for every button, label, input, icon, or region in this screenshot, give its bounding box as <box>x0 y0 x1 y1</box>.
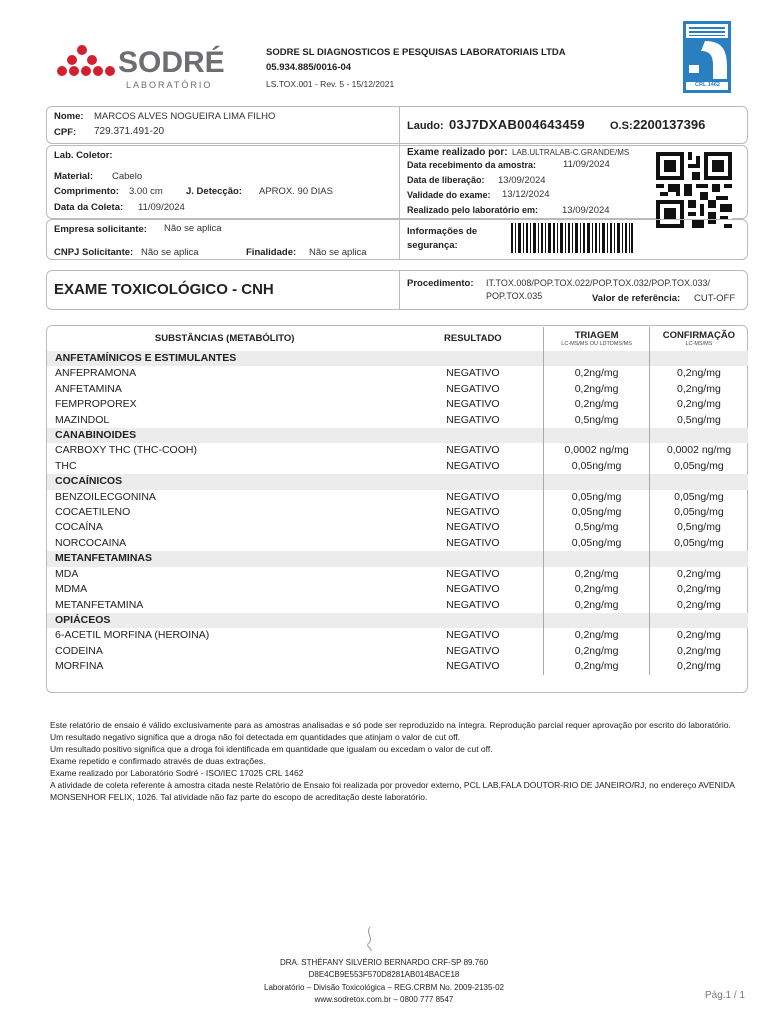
result-cell: NEGATIVO <box>446 367 500 380</box>
detection-window-label: J. Detecção: <box>186 186 242 197</box>
table-row <box>47 413 748 428</box>
confirmation-cell: 0,2ng/mg <box>649 659 748 674</box>
table-row <box>47 598 748 613</box>
table-row <box>47 520 748 535</box>
performed-value: 13/09/2024 <box>562 205 610 216</box>
note-line: Um resultado negativo significa que a droga não foi detectada em quantidades que atinjam o valor de cut off. <box>50 732 460 742</box>
table-header <box>47 327 748 351</box>
group-name: METANFETAMINAS <box>47 551 402 566</box>
screening-cell: 0,05ng/mg <box>544 505 650 520</box>
exam-done-by-value: LAB.ULTRALAB-C.GRANDE/MS <box>512 148 630 157</box>
received-value: 11/09/2024 <box>563 159 610 170</box>
name-label: Nome: <box>54 111 84 122</box>
confirmation-cell: 0,2ng/mg <box>649 382 748 397</box>
performed-label: Realizado pelo laboratório em: <box>407 205 539 215</box>
result-cell: NEGATIVO <box>446 567 500 580</box>
note-line: Exame repetido e confirmado através de duas extrações. <box>50 756 266 766</box>
group-cell <box>649 428 748 443</box>
requesting-cnpj-label: CNPJ Solicitante: <box>54 247 134 258</box>
group-cell <box>544 428 650 443</box>
group-cell <box>402 613 543 628</box>
result-cell: NEGATIVO <box>446 398 500 411</box>
substance-cell: CARBOXY THC (THC-COOH) <box>55 444 197 457</box>
table-row <box>47 644 748 659</box>
exam-divider <box>399 270 400 310</box>
table-row <box>47 505 748 520</box>
group-row <box>47 428 748 443</box>
lab-collector-label: Lab. Coletor: <box>54 150 113 161</box>
table-row <box>47 366 748 381</box>
collection-date-value: 11/09/2024 <box>138 202 185 213</box>
substance-cell: ANFETAMINA <box>55 382 122 395</box>
group-cell <box>402 551 543 566</box>
screening-cell: 0,2ng/mg <box>544 628 650 643</box>
purpose-label: Finalidade: <box>246 247 297 258</box>
group-name: CANABINOIDES <box>47 428 402 443</box>
group-row <box>47 474 748 489</box>
confirmation-cell: 0,05ng/mg <box>649 505 748 520</box>
barcode-icon <box>511 223 633 253</box>
table-row <box>47 443 748 458</box>
table-row <box>47 536 748 551</box>
group-cell <box>649 474 748 489</box>
patient-name: MARCOS ALVES NOGUEIRA LIMA FILHO <box>94 111 276 122</box>
confirmation-cell: 0,2ng/mg <box>649 366 748 381</box>
company-cnpj: 05.934.885/0016-04 <box>266 62 352 73</box>
substance-cell: MAZINDOL <box>55 413 110 426</box>
logo-dots-icon <box>52 44 120 84</box>
table-row <box>47 567 748 582</box>
note-line: A atividade de coleta referente à amostra citada neste Relatório de Ensaio foi realizada por provedor externo, PCL LAB.FALA DOUTOR-RIO DE JANEIRO/RJ, no endereço AVENIDA MONSENHOR FELIX, 1026. Tal atividade não faz parte do escopo de acreditação deste laboratório. <box>50 780 735 802</box>
group-cell <box>649 351 748 366</box>
header-screening: TRIAGEM LC-MS/MS OU LDTDMS/MS <box>544 327 650 351</box>
validity-label: Validade do exame: <box>407 190 491 200</box>
screening-cell: 0,05ng/mg <box>544 459 650 474</box>
qr-code-icon <box>656 152 732 228</box>
validity-value: 13/12/2024 <box>502 189 550 200</box>
lab-division: Laboratório – Divisão Toxicológica – REG.CRBM No. 2009-2135-02 <box>264 983 504 992</box>
substance-cell: MDMA <box>55 583 88 596</box>
accreditation-code: CRL 1462 <box>695 82 720 88</box>
table-row <box>47 397 748 412</box>
confirmation-cell: 0,5ng/mg <box>649 413 748 428</box>
substance-cell: THC <box>55 459 77 472</box>
signature-icon <box>362 926 378 952</box>
collection-date-label: Data da Coleta: <box>54 202 124 213</box>
result-cell: NEGATIVO <box>446 660 500 673</box>
substance-cell: NORCOCAINA <box>55 536 127 549</box>
cpf-label: CPF: <box>54 127 77 138</box>
substance-cell: FEMPROPOREX <box>55 398 137 411</box>
group-cell <box>649 613 748 628</box>
group-cell <box>402 428 543 443</box>
lab-contact: www.sodretox.com.br – 0800 777 8547 <box>314 995 454 1004</box>
screening-cell: 0,5ng/mg <box>544 520 650 535</box>
document-revision: LS.TOX.001 - Rev. 5 - 15/12/2021 <box>266 79 395 89</box>
logo-subtext: LABORATÓRIO <box>126 80 213 90</box>
group-row <box>47 551 748 566</box>
group-name: ANFETAMÍNICOS E ESTIMULANTES <box>47 351 402 366</box>
substance-cell: 6-ACETIL MORFINA (HEROINA) <box>55 629 210 642</box>
screening-cell: 0,2ng/mg <box>544 397 650 412</box>
table-row <box>47 490 748 505</box>
confirmation-cell: 0,05ng/mg <box>649 536 748 551</box>
substance-cell: CODEINA <box>55 644 103 657</box>
result-cell: NEGATIVO <box>446 506 500 519</box>
screening-cell: 0,2ng/mg <box>544 598 650 613</box>
group-cell <box>402 474 543 489</box>
result-cell: NEGATIVO <box>446 382 500 395</box>
purpose-value: Não se aplica <box>309 247 367 258</box>
note-line: Um resultado positivo significa que a droga foi identificada em quantidade que igualam ou excedam o valor de cut off. <box>50 744 493 754</box>
group-cell <box>544 351 650 366</box>
screening-cell: 0,05ng/mg <box>544 536 650 551</box>
header-confirmation: CONFIRMAÇÃO LC-MS/MS <box>649 327 748 351</box>
result-cell: NEGATIVO <box>446 521 500 534</box>
substance-cell: MORFINA <box>55 660 104 673</box>
os-label: O.S: <box>610 120 633 132</box>
confirmation-cell: 0,2ng/mg <box>649 598 748 613</box>
reference-label: Valor de referência: <box>592 293 681 304</box>
detection-window-value: APROX. 90 DIAS <box>259 186 333 197</box>
requesting-cnpj-value: Não se aplica <box>141 247 199 258</box>
result-cell: NEGATIVO <box>446 644 500 657</box>
requesting-company-label: Empresa solicitante: <box>54 224 147 235</box>
substance-cell: METANFETAMINA <box>55 598 144 611</box>
substance-cell: ANFEPRAMONA <box>55 367 137 380</box>
result-cell: NEGATIVO <box>446 583 500 596</box>
patient-cpf: 729.371.491-20 <box>94 126 165 137</box>
confirmation-cell: 0,05ng/mg <box>649 459 748 474</box>
substance-cell: BENZOILECGONINA <box>55 490 156 503</box>
substance-cell: COCAETILENO <box>55 506 131 519</box>
os-number: 2200137396 <box>633 117 706 132</box>
confirmation-cell: 0,2ng/mg <box>649 582 748 597</box>
signer-name: DRA. STHÉFANY SILVÉRIO BERNARDO CRF-SP 89.760 <box>279 958 489 967</box>
result-cell: NEGATIVO <box>446 629 500 642</box>
screening-cell: 0,2ng/mg <box>544 582 650 597</box>
screening-cell: 0,05ng/mg <box>544 490 650 505</box>
reference-value: CUT-OFF <box>694 293 736 304</box>
screening-cell: 0,2ng/mg <box>544 659 650 674</box>
confirmation-cell: 0,2ng/mg <box>649 644 748 659</box>
procedure-line-1: IT.TOX.008/POP.TOX.022/POP.TOX.032/POP.TOX.033/ <box>486 278 710 288</box>
screening-cell: 0,2ng/mg <box>544 644 650 659</box>
result-cell: NEGATIVO <box>446 598 500 611</box>
confirmation-cell: 0,2ng/mg <box>649 397 748 412</box>
signature-hash: D8E4CB9E553F570D8281AB014BACE18 <box>308 970 460 979</box>
group-row <box>47 351 748 366</box>
received-label: Data recebimento da amostra: <box>407 160 537 170</box>
group-name: OPIÁCEOS <box>47 613 402 628</box>
released-value: 13/09/2024 <box>498 175 546 186</box>
logo-text: SODRÉ <box>118 46 225 79</box>
result-cell: NEGATIVO <box>446 490 500 503</box>
group-row <box>47 613 748 628</box>
result-cell: NEGATIVO <box>446 413 500 426</box>
screening-cell: 0,0002 ng/mg <box>544 443 650 458</box>
screening-cell: 0,2ng/mg <box>544 567 650 582</box>
note-line: Este relatório de ensaio é válido exclusivamente para as amostras analisadas e só pode ser reproduzido na íntegra. Reprodução parcial requer aprovação por escrito do laboratório. <box>50 720 731 730</box>
table-row <box>47 628 748 643</box>
security-info-label: Informações de segurança: <box>407 226 478 251</box>
table-row <box>47 382 748 397</box>
substance-cell: MDA <box>55 567 79 580</box>
company-name: SODRE SL DIAGNOSTICOS E PESQUISAS LABORATORIAIS LTDA <box>266 47 566 58</box>
group-cell <box>544 551 650 566</box>
result-cell: NEGATIVO <box>446 536 500 549</box>
laudo-label: Laudo: <box>407 120 444 132</box>
length-label: Comprimento: <box>54 186 119 197</box>
results-body <box>47 351 748 675</box>
group-cell <box>402 351 543 366</box>
confirmation-cell: 0,5ng/mg <box>649 520 748 535</box>
note-line: Exame realizado por Laboratório Sodré - ISO/IEC 17025 CRL 1462 <box>50 768 304 778</box>
header-result: RESULTADO <box>444 333 502 344</box>
report-notes <box>50 719 750 803</box>
procedure-line-2: POP.TOX.035 <box>486 291 543 301</box>
results-table <box>47 327 748 675</box>
substance-cell: COCAÍNA <box>55 521 103 534</box>
page-number: Pág.1 / 1 <box>705 990 746 1001</box>
company-logo <box>52 44 242 90</box>
screening-cell: 0,5ng/mg <box>544 413 650 428</box>
confirmation-cell: 0,05ng/mg <box>649 490 748 505</box>
group-cell <box>544 474 650 489</box>
procedure-label: Procedimento: <box>407 278 474 289</box>
table-row <box>47 582 748 597</box>
result-cell: NEGATIVO <box>446 459 500 472</box>
screening-cell: 0,2ng/mg <box>544 366 650 381</box>
length-value: 3.00 cm <box>129 186 163 197</box>
released-label: Data de liberação: <box>407 175 485 185</box>
table-row <box>47 459 748 474</box>
header-substance: SUBSTÂNCIAS (METABÓLITO) <box>154 333 295 344</box>
group-cell <box>544 613 650 628</box>
confirmation-cell: 0,2ng/mg <box>649 628 748 643</box>
table-row <box>47 659 748 674</box>
exam-title: EXAME TOXICOLÓGICO - CNH <box>54 281 274 298</box>
screening-cell: 0,2ng/mg <box>544 382 650 397</box>
requesting-company-value: Não se aplica <box>164 223 222 234</box>
material-label: Material: <box>54 171 94 182</box>
confirmation-cell: 0,0002 ng/mg <box>649 443 748 458</box>
group-cell <box>649 551 748 566</box>
result-cell: NEGATIVO <box>446 444 500 457</box>
exam-done-by-label: Exame realizado por: <box>407 147 508 158</box>
laudo-number: 03J7DXAB004643459 <box>449 117 585 132</box>
group-name: COCAÍNICOS <box>47 474 402 489</box>
confirmation-cell: 0,2ng/mg <box>649 567 748 582</box>
accreditation-badge <box>683 21 731 93</box>
material-value: Cabelo <box>112 171 143 182</box>
